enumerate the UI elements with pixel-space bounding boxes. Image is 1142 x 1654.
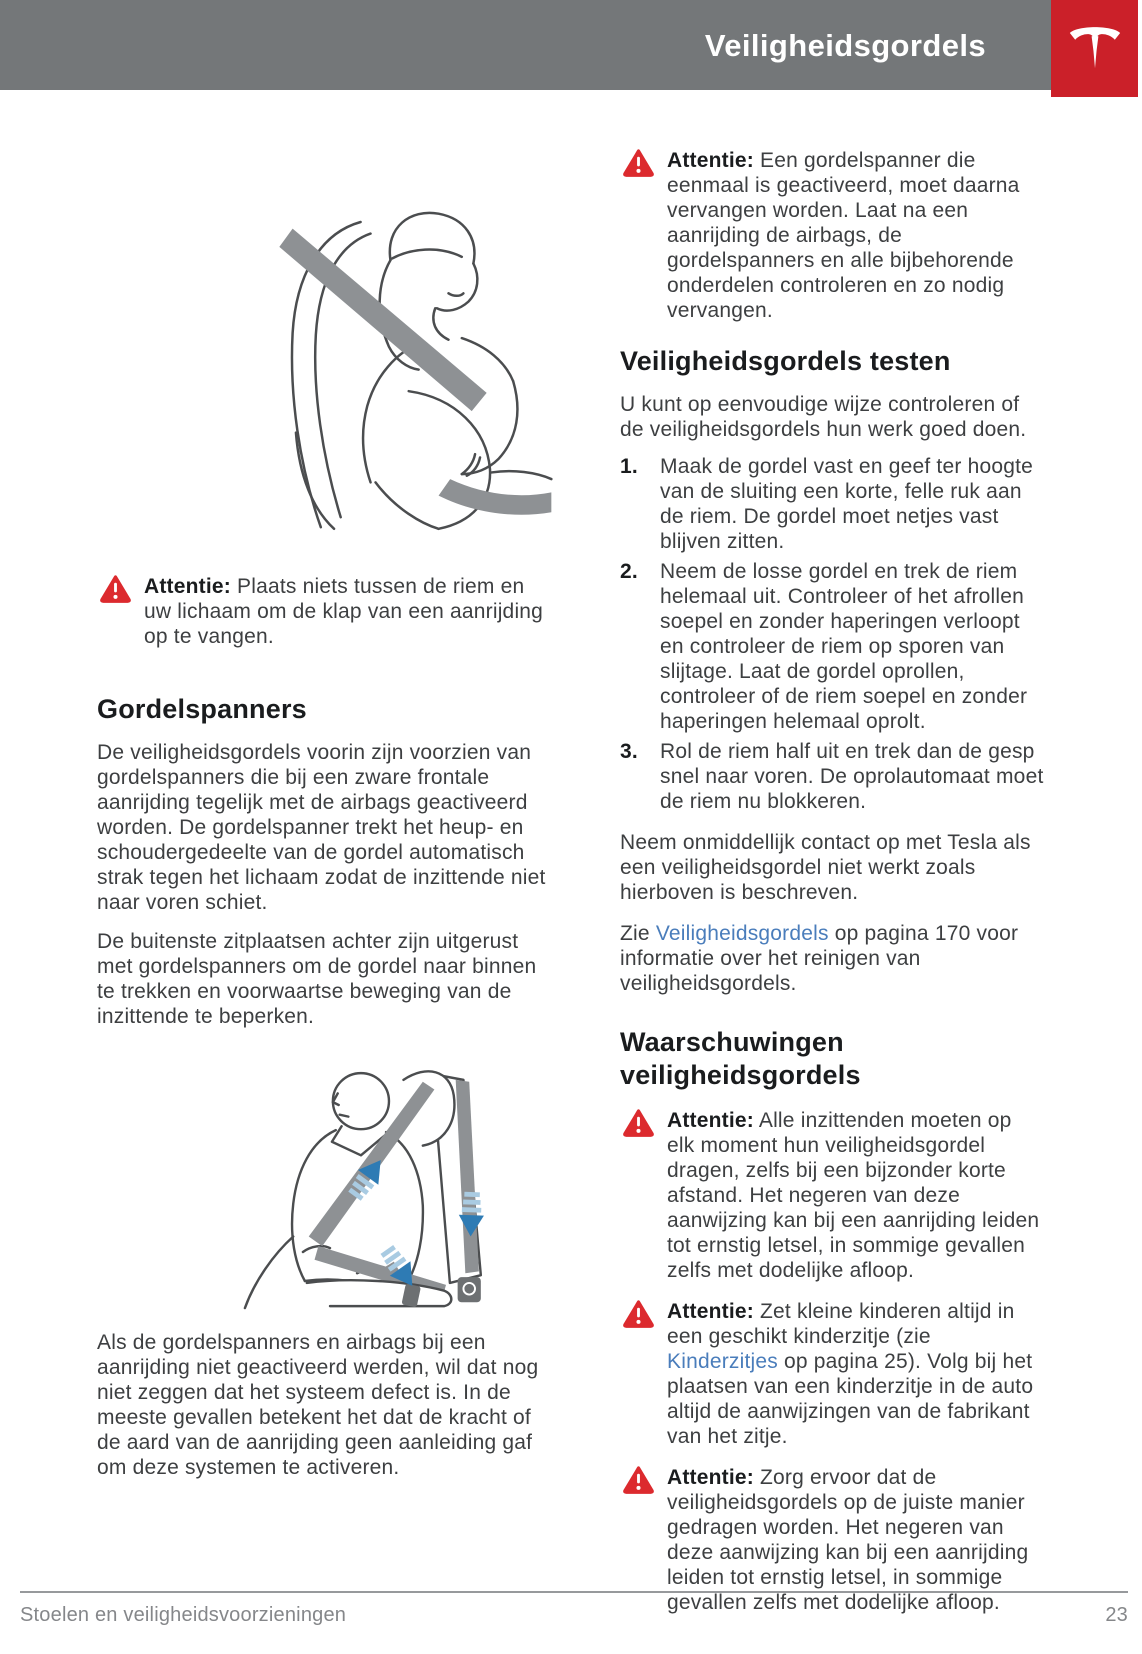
step-2: 2. Neem de losse gordel en trek de riem helemaal uit. Controleer of het afrollen soepel en zonder haperingen verloopt en controleer de riem op sporen van slijtage. Laat de gordel oprollen, controleer of de riem soepel en zonder haperingen helemaal oprolt. <box>620 560 1028 733</box>
warning-text: Attentie: Zet kleine kinderen altijd in een geschikt kinderzitje (zie Kinderzitjes op pagina 25). Volg bij het plaatsen van een kinderzitje in de auto altijd de aanwijzingen van de fabrikant van het zitje. <box>667 1300 1034 1448</box>
link-kinderzitjes-pagina-25[interactable]: Kinderzitjes <box>667 1350 778 1373</box>
illustration-pregnant-woman-seatbelt <box>213 158 553 558</box>
paragraph-test-intro: U kunt op eenvoudige wijze controleren of de veiligheidsgordels hun werk goed doen. <box>620 393 1027 441</box>
step-1: 1. Maak de gordel vast en geef ter hoogte van de sluiting een korte, felle ruk aan de riem. De gordel moet netjes vast blijven zitten. <box>620 455 1034 553</box>
heading-gordelspanners: Gordelspanners <box>97 694 307 724</box>
warning-triangle-icon <box>623 1108 654 1137</box>
footer-page-number: 23 <box>1105 1604 1128 1626</box>
paragraph-pretensioners-rear: De buitenste zitplaatsen achter zijn uitgerust met gordelspanners om de gordel naar binnen te trekken en voorwaartse beweging van de inzittende te beperken. <box>97 930 537 1028</box>
right-column <box>620 140 1044 1615</box>
heading-veiligheidsgordels-testen: Veiligheidsgordels testen <box>620 346 951 376</box>
numbered-steps <box>620 454 1044 814</box>
tesla-logo-box <box>1051 0 1138 97</box>
illustration-seatbelt-pretensioner-arrows <box>209 1047 509 1310</box>
step-3: 3. Rol de riem half uit en trek dan de gesp snel naar voren. De oprolautomaat moet de riem nu blokkeren. <box>620 740 1044 813</box>
warning-note-child-seat <box>620 1299 1044 1449</box>
paragraph-contact-tesla: Neem onmiddellijk contact op met Tesla als een veiligheidsgordel niet werkt zoals hierboven is beschreven. <box>620 831 1031 904</box>
paragraph-not-activated: Als de gordelspanners en airbags bij een aanrijding niet geactiveerd werden, wil dat nog niet zeggen dat het systeem defect is. In de meeste gevallen betekent het dat de kracht of de aard van de aanrijding geen aanleiding gaf om deze systemen te activeren. <box>97 1331 539 1479</box>
warning-triangle-icon <box>623 1465 654 1494</box>
link-veiligheidsgordels-pagina-170[interactable]: Veiligheidsgordels <box>655 922 829 945</box>
page-title: Veiligheidsgordels <box>704 28 986 63</box>
tesla-logo-icon <box>1066 15 1124 82</box>
warning-text: Attentie: Een gordelspanner die eenmaal is geactiveerd, moet daarna vervangen worden. Laat na een aanrijding de airbags, de gordelspanners en alle bijbehorende onderdelen controleren en zo nodig vervangen. <box>667 149 1020 322</box>
warning-text: Attentie: Alle inzittenden moeten op elk moment hun veiligheidsgordel dragen, zelfs bij een bijzonder korte afstand. Het negeren van deze aanwijzing kan bij een aanrijding leiden tot ernstig letsel, in sommige gevallen zelfs met dodelijke afloop. <box>667 1109 1040 1282</box>
warning-triangle-icon <box>623 1299 654 1328</box>
heading-waarschuwingen-veiligheidsgordels: Waarschuwingen veiligheidsgordels <box>620 1027 861 1090</box>
warning-note-lap-belt <box>97 574 549 649</box>
warning-triangle-icon <box>623 148 654 177</box>
left-column <box>97 140 549 1480</box>
warning-text: Attentie: Plaats niets tussen de riem en uw lichaam om de klap van een aanrijding op te vangen. <box>144 575 544 648</box>
footer-chapter-title: Stoelen en veiligheidsvoorzieningen <box>20 1604 347 1626</box>
page-header <box>0 0 1138 90</box>
page-footer <box>20 1591 1128 1627</box>
warning-text: Attentie: Zorg ervoor dat de veiligheidsgordels op de juiste manier gedragen worden. Het negeren van deze aanwijzing kan bij een aanrijding leiden tot ernstig letsel, in sommige gevallen zelfs met dodelijke afloop. <box>667 1466 1029 1614</box>
warning-note-replace-pretensioner <box>620 148 1044 323</box>
warning-note-always-wear <box>620 1108 1044 1283</box>
paragraph-see-cleaning: Zie Veiligheidsgordels op pagina 170 voor informatie over het reinigen van veiligheidsgordels. <box>620 922 1019 995</box>
warning-triangle-icon <box>100 574 131 603</box>
paragraph-pretensioners-front: De veiligheidsgordels voorin zijn voorzien van gordelspanners die bij een zware frontale aanrijding tegelijk met de airbags geactiveerd worden. De gordelspanner trekt het heup- en schoudergedeelte van de gordel automatisch strak tegen het lichaam zodat de inzittende niet naar voren schiet. <box>97 741 546 914</box>
